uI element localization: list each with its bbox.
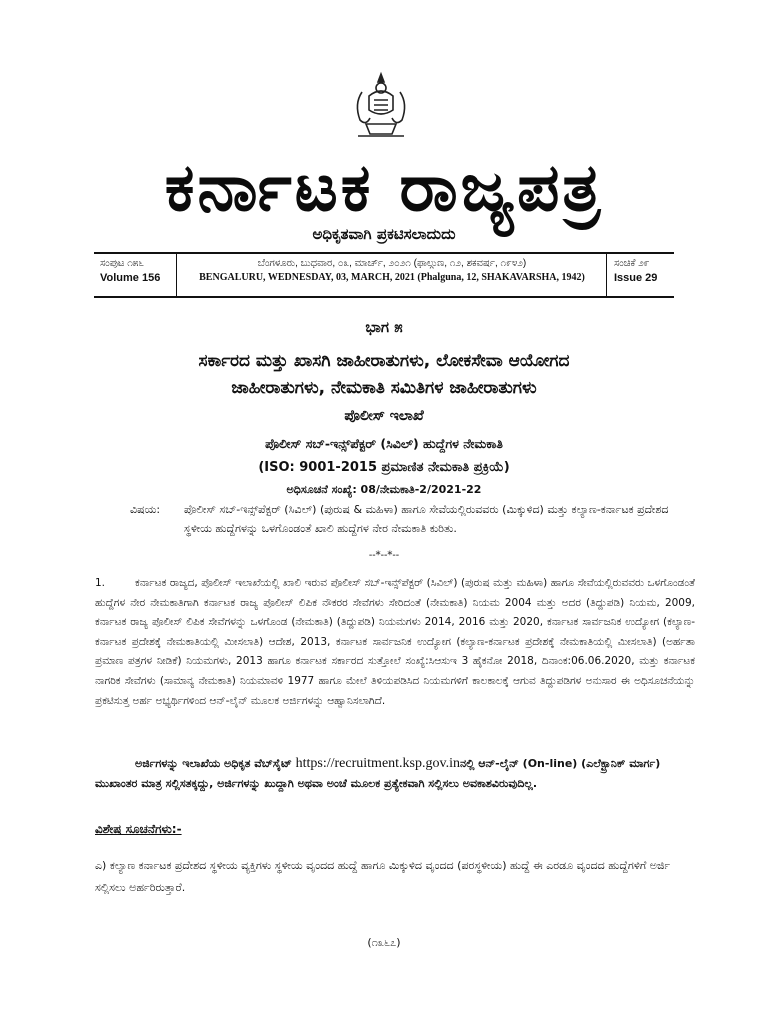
department-heading: ಪೊಲೀಸ್ ಇಲಾಖೆ	[344, 408, 424, 424]
online-application-note	[95, 754, 695, 794]
paragraph-1	[95, 574, 695, 711]
recruitment-website-link[interactable]: https://recruitment.ksp.gov.in	[295, 756, 460, 771]
section-title-line-1: ಸರ್ಕಾರದ ಮತ್ತು ಖಾಸಗಿ ಜಾಹೀರಾತುಗಳು, ಲೋಕಸೇವಾ ಆಯೋಗದ	[198, 351, 570, 371]
iso-code: (ISO: 9001-2015	[258, 460, 378, 475]
date-cell	[178, 254, 607, 296]
volume-cell	[94, 254, 177, 296]
gazette-masthead-title: ಕರ್ನಾಟಕ ರಾಜ್ಯಪತ್ರ	[164, 149, 604, 226]
part-heading: ಭಾಗ ೫	[365, 318, 403, 336]
special-instructions-heading: ವಿಶೇಷ ಸೂಚನೆಗಳು:-	[95, 822, 182, 836]
iso-line	[60, 460, 708, 475]
section-title-line-2: ಜಾಹೀರಾತುಗಳು, ನೇಮಕಾತಿ ಸಮಿತಿಗಳ ಜಾಹೀರಾತುಗಳು	[231, 378, 537, 398]
iso-text: ಪ್ರಮಾಣಿತ ನೇಮಕಾತಿ ಪ್ರಕ್ರಿಯೆ)	[377, 460, 510, 475]
volume-label-en: Volume 156	[100, 272, 161, 284]
gazette-subtitle: ಅಧಿಕೃತವಾಗಿ ಪ್ರಕಟಿಸಲಾದುದು	[312, 225, 456, 243]
paragraph-1-text: ಕರ್ನಾಟಕ ರಾಜ್ಯದ, ಪೊಲೀಸ್ ಇಲಾಖೆಯಲ್ಲಿ ಖಾಲಿ ಇರುವ ಪೊಲೀಸ್ ಸಬ್-ಇನ್ಸ್‌ಪೆಕ್ಟರ್ (ಸಿವಿಲ್) (ಪುರುಷ ಮತ್ತು ಮಹಿಳಾ) ಹಾಗೂ ಸೇವೆಯಲ್ಲಿರುವವರು ಒಳಗೊಂಡಂತೆ ಹುದ್ದೆಗಳ ನೇರ ನೇಮಕಾತಿಗಾಗಿ ಕರ್ನಾಟಕ ರಾಜ್ಯ ಪೊಲೀಸ್ ಲಿಪಿಕ ನೌಕರರ ಸೇವೆಗಳು ಸೇರಿದಂತೆ (ನೇಮಕಾತಿ) ನಿಯಮ 2004 ಮತ್ತು ಅದರ (ತಿದ್ದುಪಡಿ) ನಿಯಮ, 2009, ಕರ್ನಾಟಕ ರಾಜ್ಯ ಪೊಲೀಸ್ ಲಿಪಿಕ ಸೇವೆಗಳನ್ನು ಒಳಗೊಂಡ (ನೇಮಕಾತಿ) (ತಿದ್ದುಪಡಿ) ನಿಯಮಗಳು 2014, 2016 ಮತ್ತು 2020, ಕರ್ನಾಟಕ ಸಾರ್ವಜನಿಕ ಉದ್ಯೋಗ (ಕಲ್ಯಾಣ-ಕರ್ನಾಟಕ ಪ್ರದೇಶಕ್ಕೆ ನೇಮಕಾತಿಯಲ್ಲಿ ಮೀಸಲಾತಿ) ಆದೇಶ, 2013, ಕರ್ನಾಟಕ ಸಾರ್ವಜನಿಕ ಉದ್ಯೋಗ (ಕಲ್ಯಾಣ-ಕರ್ನಾಟಕ ಪ್ರದೇಶಕ್ಕೆ ನೇಮಕಾತಿಯಲ್ಲಿ ಮೀಸಲಾತಿ) (ಅರ್ಹತಾ ಪ್ರಮಾಣ ಪತ್ರಗಳ ನೀಡಿಕೆ) ನಿಯಮಗಳು, 2013 ಹಾಗೂ ಕರ್ನಾಟಕ ಸರ್ಕಾರದ ಸುತ್ತೋಲೆ ಸಂಖ್ಯೆ:ಸಿಆಸುಇ 3 ಹೈಕನೋ 2018, ದಿನಾಂಕ:06.06.2020, ಮತ್ತು ಕರ್ನಾಟಕ ನಾಗರಿಕ ಸೇವೆಗಳು (ಸಾಮಾನ್ಯ ನೇಮಕಾತಿ) ನಿಯಮಾವಳಿ 1977 ಹಾಗೂ ಮೇಲೆ ತಿಳಿಯಪಡಿಸಿದ ನಿಯಮಗಳಿಗೆ ಕಾಲಕಾಲಕ್ಕೆ ಆಗುವ ತಿದ್ದುಪಡಿಗಳ ಅನುಸಾರ ಈ ಅಧಿಸೂಚನೆಯನ್ನು ಪ್ರಕಟಿಸುತ್ತ ಅರ್ಹ ಅಭ್ಯರ್ಥಿಗಳಿಂದ ಆನ್-ಲೈನ್ ಮೂಲಕ ಅರ್ಜಿಗಳನ್ನು ಆಹ್ವಾನಿಸಲಾಗಿದೆ.	[95, 577, 695, 707]
online-text-after: ನಲ್ಲಿ ಆನ್-ಲೈನ್ (On-line) (ಎಲೆಕ್ಟ್ರಾನಿಕ್ ಮಾರ್ಗ) ಮುಖಾಂತರ ಮಾತ್ರ ಸಲ್ಲಿಸತಕ್ಕದ್ದು, ಅರ್ಜಿಗಳನ್ನು ಖುದ್ದಾಗಿ ಅಥವಾ ಅಂಚೆ ಮೂಲಕ ಪ್ರತ್ಯೇಕವಾಗಿ ಸಲ್ಲಿಸಲು ಅವಕಾಶವಿರುವುದಿಲ್ಲ.	[95, 757, 661, 790]
date-en: BENGALURU, WEDNESDAY, 03, MARCH, 2021 (Phalguna, 12, SHAKAVARSHA, 1942)	[199, 272, 585, 283]
volume-issue-bar	[94, 252, 674, 298]
instruction-item-a: ಎ) ಕಲ್ಯಾಣ ಕರ್ನಾಟಕ ಪ್ರದೇಶದ ಸ್ಥಳೀಯ ವ್ಯಕ್ತಿಗಳು ಸ್ಥಳೀಯ ವೃಂದದ ಹುದ್ದೆ ಹಾಗೂ ಮಿಕ್ಕುಳಿದ ವೃಂದದ (ಪರಸ್ಥಳೀಯ) ಹುದ್ದೆ ಈ ಎರಡೂ ವೃಂದದ ಹುದ್ದೆಗಳಿಗೆ ಅರ್ಜಿ ಸಲ್ಲಿಸಲು ಅರ್ಹರಿರುತ್ತಾರೆ.	[95, 859, 671, 894]
section-title	[60, 348, 708, 402]
issue-label-en: Issue 29	[614, 272, 658, 284]
subject-label: ವಿಷಯ:	[130, 503, 161, 516]
subject-text: ಪೊಲೀಸ್ ಸಬ್-ಇನ್ಸ್‌ಪೆಕ್ಟರ್ (ಸಿವಿಲ್) (ಪುರುಷ & ಮಹಿಳಾ) ಹಾಗೂ ಸೇವೆಯಲ್ಲಿರುವವರು (ಮಿಕ್ಕುಳಿದ) ಮತ್ತು ಕಲ್ಯಾಣ-ಕರ್ನಾಟಕ ಪ್ರದೇಶದ ಸ್ಥಳೀಯ ಹುದ್ದೆಗಳನ್ನು ಒಳಗೊಂಡಂತೆ ಖಾಲಿ ಹುದ್ದೆಗಳ ನೇರ ನೇಮಕಾತಿ ಕುರಿತು.	[184, 503, 669, 535]
online-text-before: ಅರ್ಜಿಗಳನ್ನು ಇಲಾಖೆಯ ಅಧಿಕೃತ ವೆಬ್‌ಸೈಟ್	[135, 757, 296, 770]
issue-label-kn: ಸಂಚಿಕೆ ೨೯	[614, 258, 650, 269]
notification-number: ಅಧಿಸೂಚನೆ ಸಂಖ್ಯೆ: 08/ನೇಮಕಾತಿ-2/2021-22	[286, 483, 482, 496]
page-number: (೧೩೬೭)	[367, 936, 401, 949]
paragraph-number: 1.	[95, 577, 106, 589]
issue-cell	[608, 254, 674, 296]
recruitment-heading: ಪೊಲೀಸ್ ಸಬ್-ಇನ್ಸ್‌ಪೆಕ್ಟರ್ (ಸಿವಿಲ್) ಹುದ್ದೆಗಳ ನೇಮಕಾತಿ	[265, 436, 503, 451]
date-kn: ಬೆಂಗಳೂರು, ಬುಧವಾರ, ೦೩, ಮಾರ್ಚ್, ೨೦೨೧ (ಫಾಲ್ಗುಣ, ೧೨, ಶಕವರ್ಷ, ೧೯೪೨)	[257, 258, 527, 269]
separator: --*--*--	[368, 550, 400, 561]
state-emblem-icon	[344, 70, 418, 144]
volume-label-kn: ಸಂಪುಟ ೧೫೬	[100, 258, 144, 269]
